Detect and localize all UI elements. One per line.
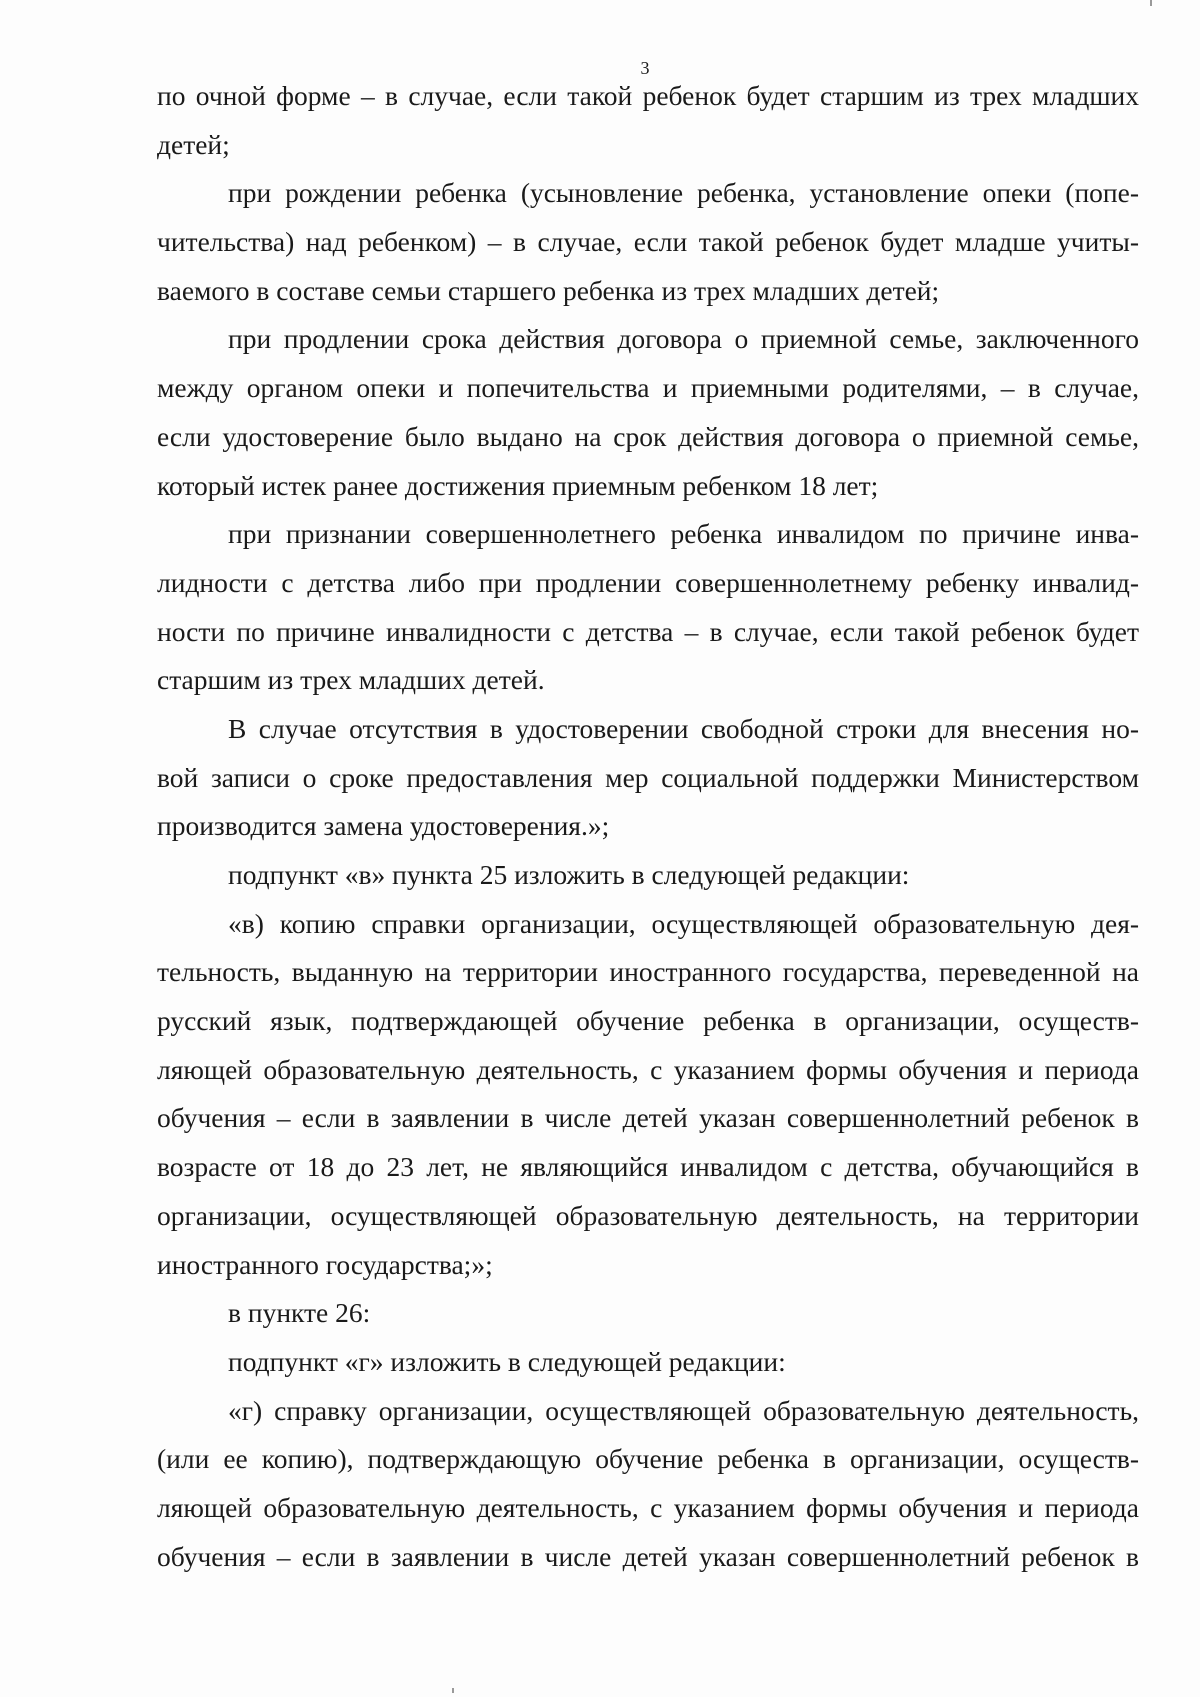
text-line: при признании совершеннолетнего ребенка инвалидом по причине инва- <box>228 518 1139 550</box>
page-number: 3 <box>640 58 650 78</box>
text-line: тельность, выданную на территории иностранного государства, переведенной на <box>157 956 1139 988</box>
text-line: подпункт «в» пункта 25 изложить в следующей редакции: <box>228 859 910 890</box>
text-line: лидности с детства либо при продлении совершеннолетнему ребенку инвалид- <box>157 566 1139 598</box>
text-line: обучения – если в заявлении в числе детей указан совершеннолетний ребенок в <box>157 1540 1139 1572</box>
text-line: ляющей образовательную деятельность, с указанием формы обучения и периода <box>157 1491 1139 1523</box>
text-line: ваемого в составе семьи старшего ребенка из трех младших детей; <box>157 274 940 306</box>
text-line: (или ее копию), подтверждающую обучение ребенка в организации, осуществ- <box>157 1443 1139 1475</box>
text-line: «г) справку организации, осуществляющей образовательную деятельность, <box>228 1394 1139 1426</box>
text-line: возрасте от 18 до 23 лет, не являющийся инвалидом с детства, обучающийся в <box>157 1151 1139 1183</box>
text-line: подпункт «г» изложить в следующей редакции: <box>228 1345 786 1377</box>
text-line: если удостоверение было выдано на срок действия договора о приемной семье, <box>157 420 1139 452</box>
scan-edge-mark-bottom <box>452 1688 454 1693</box>
text-line: русский язык, подтверждающей обучение ребенка в организации, осуществ- <box>157 1005 1139 1037</box>
text-line: при продлении срока действия договора о приемной семье, заключенного <box>228 323 1139 355</box>
text-line: который истек ранее достижения приемным ребенком 18 лет; <box>157 469 879 501</box>
text-line: организации, осуществляющей образовательную деятельность, на территории <box>157 1199 1139 1231</box>
text-line: В случае отсутствия в удостоверении свободной строки для внесения но- <box>228 712 1139 744</box>
text-line: ности по причине инвалидности с детства – в случае, если такой ребенок будет <box>157 615 1139 647</box>
text-line: между органом опеки и попечительства и приемными родителями, – в случае, <box>157 372 1139 404</box>
text-line: вой записи о сроке предоставления мер социальной поддержки Министерством <box>157 761 1139 793</box>
text-line: обучения – если в заявлении в числе детей указан совершеннолетний ребенок в <box>157 1102 1139 1134</box>
text-line: по очной форме – в случае, если такой ребенок будет старшим из трех младших <box>157 80 1139 111</box>
text-line: ляющей образовательную деятельность, с указанием формы обучения и периода <box>157 1053 1139 1085</box>
text-line: иностранного государства;»; <box>157 1248 493 1280</box>
text-line: при рождении ребенка (усыновление ребенка, установление опеки (попе- <box>228 177 1139 209</box>
text-line: производится замена удостоверения.»; <box>157 810 610 842</box>
text-line: детей; <box>157 128 230 160</box>
scan-edge-mark-top-right <box>1150 0 1152 6</box>
text-line: в пункте 26: <box>228 1297 371 1329</box>
text-line: чительства) над ребенком) – в случае, если такой ребенок будет младше учиты- <box>157 226 1139 258</box>
document-body-text <box>157 72 1139 1581</box>
text-line: «в) копию справки организации, осуществляющей образовательную дея- <box>228 907 1139 939</box>
text-line: старшим из трех младших детей. <box>157 664 545 696</box>
